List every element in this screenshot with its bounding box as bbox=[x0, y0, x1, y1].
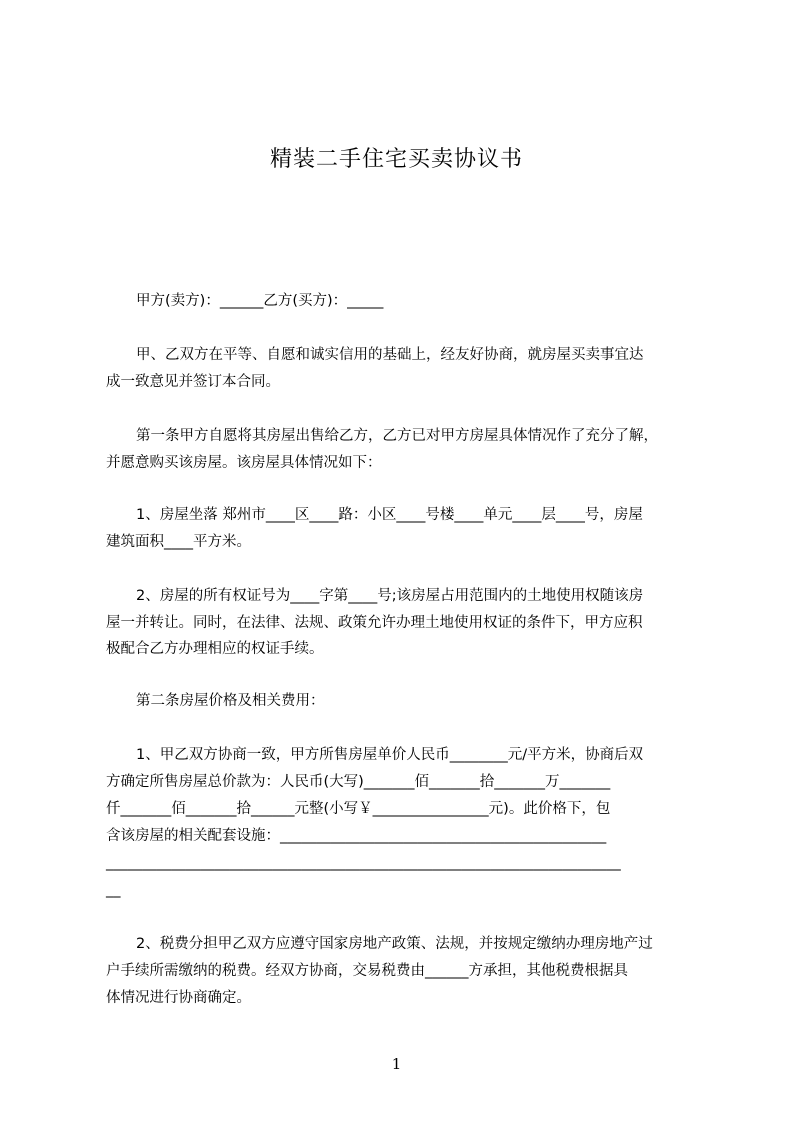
parties-line: 甲方(卖方)：______乙方(买方)：_____ bbox=[136, 293, 384, 309]
price-line-4: 含该房屋的相关配套设施：_____________________________________________ bbox=[106, 828, 607, 844]
article-1-line-1: 第一条甲方自愿将其房屋出售给乙方，乙方已对甲方房屋具体情况作了充分了解， bbox=[136, 428, 658, 444]
item-2-line-1: 2、房屋的所有权证号为____字第____号;该房屋占用范围内的土地使用权随该房 bbox=[136, 588, 644, 604]
price-line-6: __ bbox=[106, 882, 121, 898]
price-line-3: 仟_______佰_______拾______元整(小写￥________________元)。此价格下，包 bbox=[106, 801, 611, 817]
page-number: 1 bbox=[391, 1055, 402, 1073]
tax-line-1: 2、税费分担甲乙双方应遵守国家房地产政策、法规，并按规定缴纳办理房地产过 bbox=[136, 936, 653, 952]
article-1-line-2: 并愿意购买该房屋。该房屋具体情况如下： bbox=[106, 455, 382, 471]
item-1-line-1: 1、房屋坐落 郑州市____区____路：小区____号楼____单元____层____号，房屋 bbox=[136, 507, 643, 523]
price-line-1: 1、甲乙双方协商一致，甲方所售房屋单价人民币________元/平方米，协商后双 bbox=[136, 747, 644, 763]
document-title: 精装二手住宅买卖协议书 bbox=[269, 147, 523, 172]
intro-line-1: 甲、乙双方在平等、自愿和诚实信用的基础上，经友好协商，就房屋买卖事宜达 bbox=[136, 347, 644, 363]
item-2-line-3: 极配合乙方办理相应的权证手续。 bbox=[106, 641, 324, 657]
tax-line-2: 户手续所需缴纳的税费。经双方协商，交易税费由______方承担，其他税费根据具 bbox=[106, 963, 628, 979]
item-2-line-2: 屋一并转让。同时，在法律、法规、政策允许办理土地使用权证的条件下，甲方应积 bbox=[106, 615, 643, 631]
article-2-heading: 第二条房屋价格及相关费用： bbox=[136, 693, 325, 709]
intro-line-2: 成一致意见并签订本合同。 bbox=[106, 374, 280, 390]
price-line-5: _______________________________________________________________________ bbox=[106, 855, 621, 871]
tax-line-3: 体情况进行协商确定。 bbox=[106, 990, 251, 1006]
price-line-2: 方确定所售房屋总价款为：人民币(大写)_______佰_______拾_______万_______ bbox=[106, 774, 611, 790]
item-1-line-2: 建筑面积____平方米。 bbox=[106, 534, 251, 550]
